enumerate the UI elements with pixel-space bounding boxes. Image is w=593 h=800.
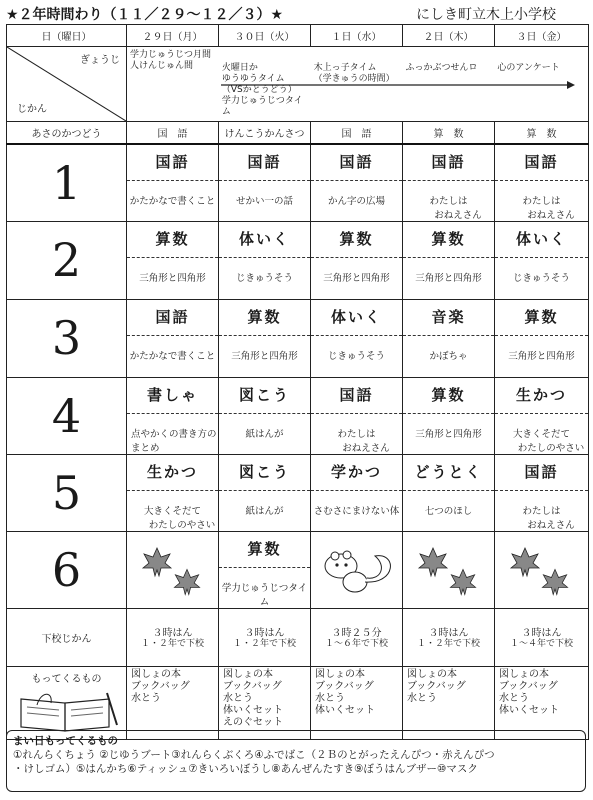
lesson-cell (403, 377, 495, 454)
event-text: 木上っ子タイム （学きゅうの時間） (313, 63, 395, 84)
lesson-subject: 算数 (339, 229, 374, 248)
lesson-subject: 算数 (524, 307, 559, 326)
lesson-topic: 三角形と四角形 (508, 350, 575, 362)
lesson-cell (219, 299, 311, 377)
lesson-subject: 生かつ (146, 462, 198, 481)
lesson-cell (495, 377, 589, 454)
dashed-divider (495, 413, 588, 414)
lesson-cell (127, 377, 219, 454)
period-row (7, 221, 589, 299)
dashed-divider (495, 180, 588, 181)
dismissal-time: ３時２５分 (331, 628, 382, 639)
belongings-list: 図しょの本 ブックバッグ 水とう (407, 668, 466, 704)
lesson-cell (127, 144, 219, 222)
events-label: ぎょうじ (80, 55, 120, 66)
event-text: ふっかぶつせんロ (405, 63, 478, 73)
morning-cell: けんこうかんさつ (219, 122, 311, 144)
lesson-cell (403, 144, 495, 222)
lesson-subject: 体いく (330, 307, 382, 326)
maple-leaf-icon (403, 532, 495, 604)
lesson-topic: じきゅうそう (327, 350, 385, 362)
dismissal-cell (495, 608, 589, 666)
lesson-cell (495, 221, 589, 299)
dashed-divider (219, 490, 310, 491)
day-header: ３０日（火） (219, 25, 311, 47)
dashed-divider (495, 490, 588, 491)
daily-items-line: ①れんらくちょう ②じゆうブート③れんらくぶくろ④ふでばこ（２Ｂのとがったえんぴつ・赤えんぴつ (13, 749, 495, 761)
dismissal-time: ３時はん (152, 628, 193, 639)
lesson-topic: かぼちゃ (429, 350, 468, 362)
lesson-topic: さむさにまけない体 (313, 505, 400, 517)
dismissal-cell (311, 608, 403, 666)
dismissal-label: 下校じかん (7, 608, 127, 666)
lesson-cell (311, 377, 403, 454)
dashed-divider (219, 335, 310, 336)
lesson-cell (127, 221, 219, 299)
morning-row (7, 122, 589, 144)
lesson-subject: どうとく (414, 462, 483, 481)
lesson-cell (219, 531, 311, 608)
dashed-divider (311, 180, 402, 181)
lesson-subject: 国語 (524, 152, 559, 171)
belongings-list: 図しょの本 ブックバッグ 水とう (131, 668, 190, 704)
period-number-cell (7, 144, 127, 222)
dashed-divider (403, 257, 494, 258)
open-book-icon (7, 685, 125, 735)
lesson-topic: 紙はんが (245, 505, 284, 517)
dashed-divider (495, 257, 588, 258)
events-row (7, 47, 589, 122)
lesson-cell (403, 454, 495, 531)
belongings-row (7, 666, 589, 739)
day-header: ２９日（月） (127, 25, 219, 47)
page-title: ★２年時間わり（１１／２９～１２／３）★ (6, 7, 284, 23)
lesson-topic: 三角形と四角形 (231, 350, 298, 362)
lesson-topic: わたしは おねえさん (522, 195, 575, 221)
belongings-list: 図しょの本 ブックバッグ 水とう 体いくセット (315, 668, 375, 716)
lesson-subject: 算数 (431, 229, 466, 248)
period-rows (7, 144, 589, 609)
period-number-cell (7, 377, 127, 454)
dismissal-time: ３時はん (521, 628, 562, 639)
belongings-cell (219, 666, 311, 739)
lesson-topic: わたしは おねえさん (429, 195, 482, 221)
events-span-cell (127, 47, 589, 122)
dashed-divider (219, 257, 310, 258)
dismissal-cell (219, 608, 311, 666)
lesson-topic: かたかなで書くこと (129, 350, 216, 362)
lesson-cell (311, 299, 403, 377)
dismissal-note: １～６年で下校 (324, 639, 388, 649)
dashed-divider (127, 180, 218, 181)
lesson-topic: 紙はんが (245, 428, 284, 440)
maple-leaf-icon (495, 532, 587, 604)
event-text: 火曜日か ゆうゆうタイム （VSかとうどう） 学力じゅうじつタイム (221, 63, 303, 117)
lesson-subject: 算数 (431, 385, 466, 404)
lesson-cell (127, 454, 219, 531)
lesson-subject: 算数 (247, 307, 282, 326)
lesson-cell (403, 299, 495, 377)
day-header: ２日（木） (403, 25, 495, 47)
lesson-cell (495, 454, 589, 531)
events-label-cell (7, 47, 127, 122)
lesson-cell (219, 454, 311, 531)
day-header-row (7, 25, 589, 47)
belongings-cell (495, 666, 589, 739)
belongings-list: 図しょの本 ブックバッグ 水とう 体いくセット えのぐセット (223, 668, 283, 728)
lesson-topic: わたしは おねえさん (522, 505, 575, 531)
lesson-subject: 国語 (524, 462, 559, 481)
period-row (7, 299, 589, 377)
lesson-subject: 音楽 (431, 307, 466, 326)
lesson-subject: 国語 (339, 385, 374, 404)
period-number: 3 (51, 311, 82, 365)
lesson-topic: 三角形と四角形 (139, 272, 206, 284)
lesson-topic: 三角形と四角形 (415, 272, 482, 284)
period-number-cell (7, 221, 127, 299)
event-text: 学力じゅうじつ月間 人けんじゅん間 (130, 50, 212, 71)
period-number: 6 (51, 542, 82, 597)
timetable (6, 24, 589, 740)
lesson-topic: 七つのほし (424, 505, 473, 517)
maple-leaf-icon (127, 532, 219, 604)
belongings-list: 図しょの本 ブックバッグ 水とう 体いくセット (499, 668, 559, 716)
lesson-subject: 体いく (515, 229, 567, 248)
dashed-divider (127, 490, 218, 491)
belongings-cell (127, 666, 219, 739)
belongings-label-cell (7, 666, 127, 739)
period-number: 5 (51, 465, 82, 520)
dashed-divider (127, 413, 218, 414)
lesson-subject: 国語 (339, 152, 374, 171)
daily-items-box (6, 730, 586, 792)
period-row (7, 377, 589, 454)
lesson-cell (127, 299, 219, 377)
lesson-subject: 国語 (155, 307, 190, 326)
dashed-divider (219, 567, 310, 568)
dismissal-note: １～４年で下校 (509, 639, 573, 649)
lesson-cell (219, 377, 311, 454)
lesson-subject: 体いく (238, 229, 290, 248)
lesson-topic: じきゅうそう (512, 272, 570, 284)
lesson-subject: 図こう (238, 385, 290, 404)
lesson-topic: 三角形と四角形 (415, 428, 482, 440)
illustration-cell (495, 531, 589, 608)
lesson-topic: かたかなで書くこと (129, 195, 216, 207)
period-number: 1 (51, 155, 82, 210)
dashed-divider (403, 335, 494, 336)
period-number: 4 (51, 388, 82, 443)
dismissal-time: ３時はん (244, 628, 285, 639)
dashed-divider (311, 257, 402, 258)
lesson-subject: 図こう (238, 462, 290, 481)
dashed-divider (127, 257, 218, 258)
dashed-divider (403, 413, 494, 414)
day-header: ３日（金） (495, 25, 589, 47)
period-number-cell (7, 531, 127, 608)
morning-cell: 国 語 (127, 122, 219, 144)
period-number: 2 (51, 233, 82, 287)
dashed-divider (403, 180, 494, 181)
lesson-cell (403, 221, 495, 299)
daily-items-title: まい日もってくるもの (13, 735, 118, 747)
dashed-divider (219, 180, 310, 181)
lesson-topic: せかい一の話 (235, 195, 293, 207)
dashed-divider (403, 490, 494, 491)
school-name: にしき町立木上小学校 (416, 7, 556, 23)
dismissal-cell (403, 608, 495, 666)
dashed-divider (311, 490, 402, 491)
lesson-topic: 大きくそだて わたしのやさい (143, 505, 216, 531)
belongings-cell (403, 666, 495, 739)
page-header (6, 4, 586, 24)
belongings-label: もってくるもの (31, 673, 102, 685)
belongings-cell (311, 666, 403, 739)
dismissal-note: １・２年で下校 (416, 639, 480, 649)
daily-items-line: ・けしゴム）⑤はんかち⑥ティッシュ⑦きいろいぼうし⑧あんぜんたすき⑨ぼうはんブザー⑩マスク (13, 763, 478, 775)
lesson-subject: 書しゃ (146, 385, 198, 404)
dashed-divider (127, 335, 218, 336)
dismissal-row (7, 608, 589, 666)
lesson-cell (219, 144, 311, 222)
illustration-cell (311, 531, 403, 608)
time-label: じかん (17, 104, 47, 115)
lesson-topic: 学力じゅうじつタイム (221, 582, 308, 608)
morning-cell: 算 数 (495, 122, 589, 144)
illustration-cell (127, 531, 219, 608)
lesson-subject: 国語 (247, 152, 282, 171)
lesson-topic: じきゅうそう (235, 272, 293, 284)
dismissal-time: ３時はん (428, 628, 469, 639)
lesson-cell (219, 221, 311, 299)
dashed-divider (311, 413, 402, 414)
lesson-topic: 点やかくの書き方の まとめ (131, 428, 217, 454)
lesson-topic: かん字の広場 (327, 195, 385, 207)
lesson-cell (311, 454, 403, 531)
morning-cell: 国 語 (311, 122, 403, 144)
day-column-label: 日（曜日） (7, 25, 127, 47)
lesson-cell (311, 144, 403, 222)
dashed-divider (495, 335, 588, 336)
day-header: １日（水） (311, 25, 403, 47)
period-row (7, 531, 589, 608)
dismissal-note: １・２年で下校 (232, 639, 296, 649)
period-number-cell (7, 454, 127, 531)
lesson-subject: 国語 (431, 152, 466, 171)
period-row (7, 144, 589, 222)
lesson-topic: 大きくそだて わたしのやさい (512, 428, 585, 454)
dashed-divider (219, 413, 310, 414)
dismissal-cell (127, 608, 219, 666)
period-row (7, 454, 589, 531)
lesson-subject: 国語 (155, 152, 190, 171)
dismissal-note: １・２年で下校 (140, 639, 204, 649)
dashed-divider (311, 335, 402, 336)
lesson-subject: 算数 (247, 539, 282, 558)
event-text: 心のアンケート (497, 63, 560, 73)
period-number-cell (7, 299, 127, 377)
squirrel-icon (311, 532, 403, 604)
morning-label: あさのかつどう (7, 122, 127, 144)
lesson-subject: 算数 (155, 229, 190, 248)
lesson-subject: 学かつ (330, 462, 382, 481)
illustration-cell (403, 531, 495, 608)
morning-cell: 算 数 (403, 122, 495, 144)
lesson-cell (311, 221, 403, 299)
lesson-cell (495, 299, 589, 377)
lesson-topic: 三角形と四角形 (323, 272, 390, 284)
lesson-cell (495, 144, 589, 222)
lesson-topic: わたしは おねえさん (337, 428, 390, 454)
lesson-subject: 生かつ (515, 385, 567, 404)
